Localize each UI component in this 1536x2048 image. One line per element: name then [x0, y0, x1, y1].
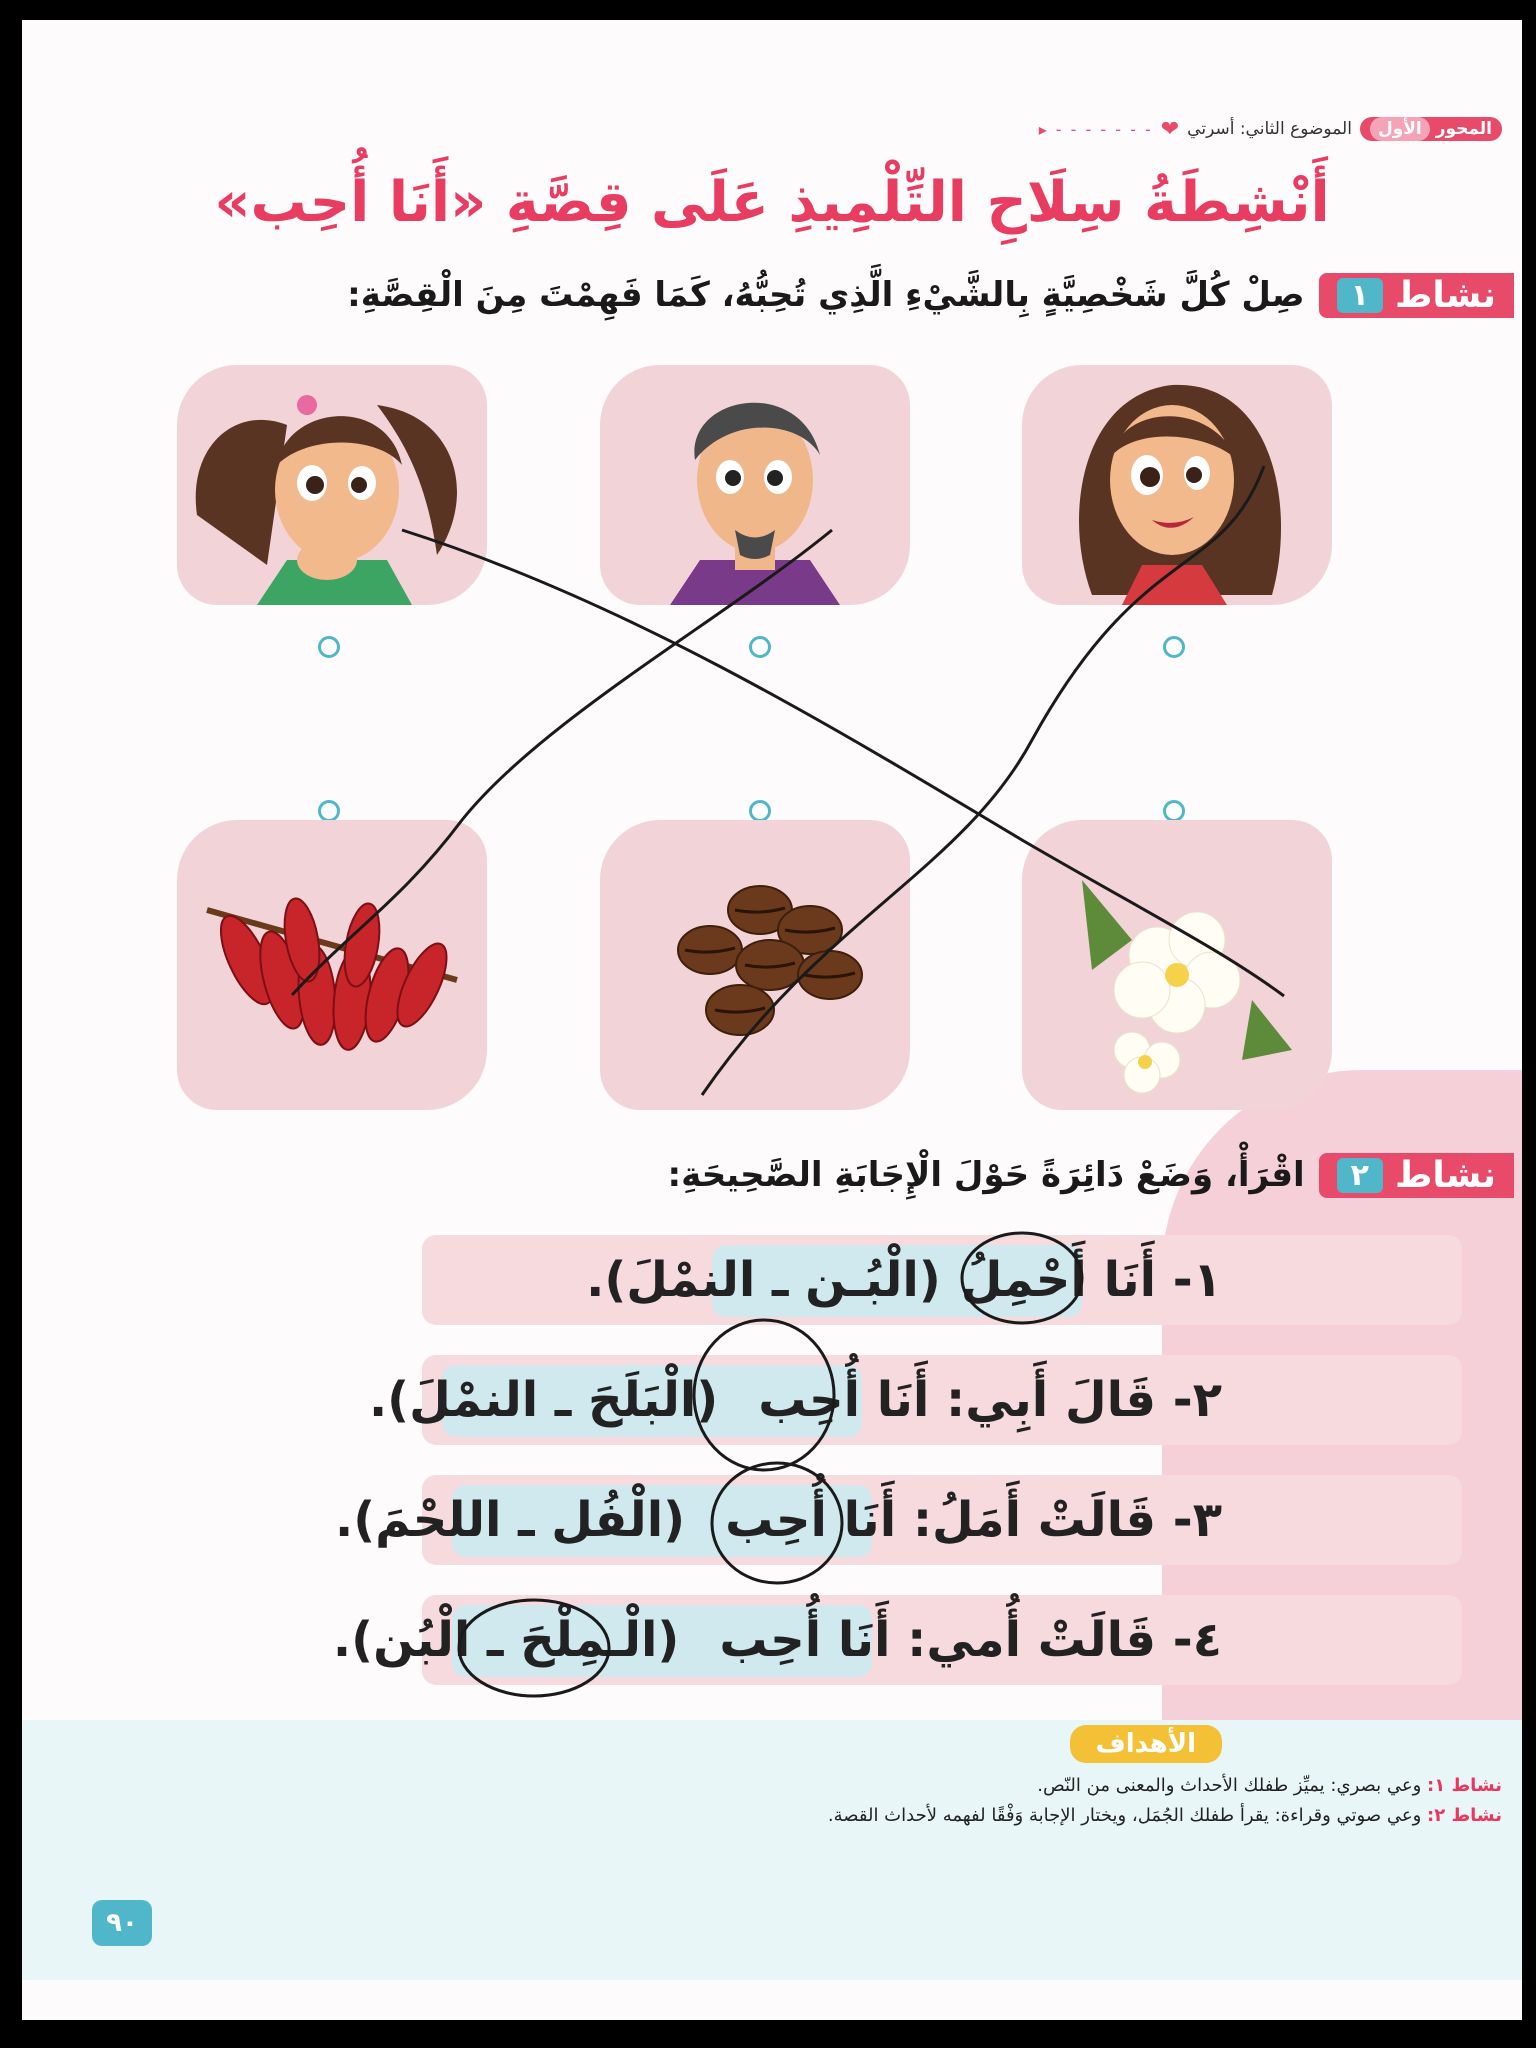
- activity1-number: ١: [1337, 278, 1383, 313]
- answer-circle-3: [712, 1463, 842, 1583]
- question-2-prompt: ٢- قَالَ أَبِي: أَنَا أُحِب: [758, 1372, 1222, 1428]
- objective-1-label: نشاط ١:: [1427, 1775, 1502, 1796]
- activity2-number: ٢: [1337, 1158, 1383, 1193]
- objectives-title: الأهداف: [1070, 1725, 1222, 1763]
- question-4-choices[interactable]: (الْـمِلْحَ ـ الْبُن).: [332, 1612, 680, 1668]
- answer-circle-1: [962, 1233, 1082, 1323]
- page-number: ٩٠: [92, 1900, 152, 1946]
- answer-circle-4: [459, 1600, 609, 1696]
- objective-2-label: نشاط ٢:: [1427, 1805, 1502, 1826]
- objective-2-text: وعي صوتي وقراءة: يقرأ طفلك الجُمَل، ويختار الإجابة وَفْقًا لفهمه لأحداث القصة.: [827, 1805, 1427, 1826]
- activity2-tag: نشاط ٢: [1319, 1153, 1514, 1198]
- dashed-line: - - - - - - - ▸: [1038, 119, 1153, 139]
- question-1-choices[interactable]: (الْبُـن ـ النمْلَ).: [586, 1252, 941, 1308]
- activity2-instruction: اقْرَأْ، وَضَعْ دَائِرَةً حَوْلَ الْإِجَابَةِ الصَّحِيحَةِ:: [667, 1155, 1305, 1195]
- axis-label: المحور الأول: [1360, 117, 1502, 141]
- question-3-choices[interactable]: (الْفُل ـ اللحْمَ).: [334, 1492, 686, 1548]
- question-2-choices[interactable]: (الْبَلَحَ ـ النمْلَ).: [368, 1372, 719, 1428]
- page-title: أَنْشِطَةُ سِلَاحِ التِّلْمِيذِ عَلَى قِصَّةِ «أَنَا أُحِب»: [214, 170, 1330, 235]
- question-3-prompt: ٣- قَالَتْ أَمَلُ: أَنَا أُحِب: [725, 1492, 1222, 1548]
- worksheet-page: [22, 20, 1522, 2020]
- objective-line-2: [828, 1805, 1502, 1826]
- activity1-tag: نشاط ١: [1319, 273, 1514, 318]
- activity1-instruction: صِلْ كُلَّ شَخْصِيَّةٍ بِالشَّيْءِ الَّذِي تُحِبُّهُ، كَمَا فَهِمْتَ مِنَ الْقِصَّةِ:: [347, 275, 1305, 315]
- answer-circle-2: [694, 1320, 834, 1470]
- objectives-panel: [22, 1720, 1522, 1980]
- question-4-prompt: ٤- قَالَتْ أُمي: أَنَا أُحِب: [719, 1612, 1222, 1668]
- axis-number: الأول: [1370, 117, 1430, 141]
- hand-drawn-answer-circles: [22, 20, 1522, 1720]
- objective-line-1: [1037, 1775, 1502, 1796]
- question-1-prompt: ١- أَنَا أَحْمِلُ: [960, 1252, 1222, 1308]
- topic-label: الموضوع الثاني: أسرتي: [1187, 119, 1352, 139]
- heart-icon: ❤: [1160, 116, 1180, 142]
- objective-1-text: وعي بصري: يميِّز طفلك الأحداث والمعنى من النّص.: [1037, 1775, 1427, 1796]
